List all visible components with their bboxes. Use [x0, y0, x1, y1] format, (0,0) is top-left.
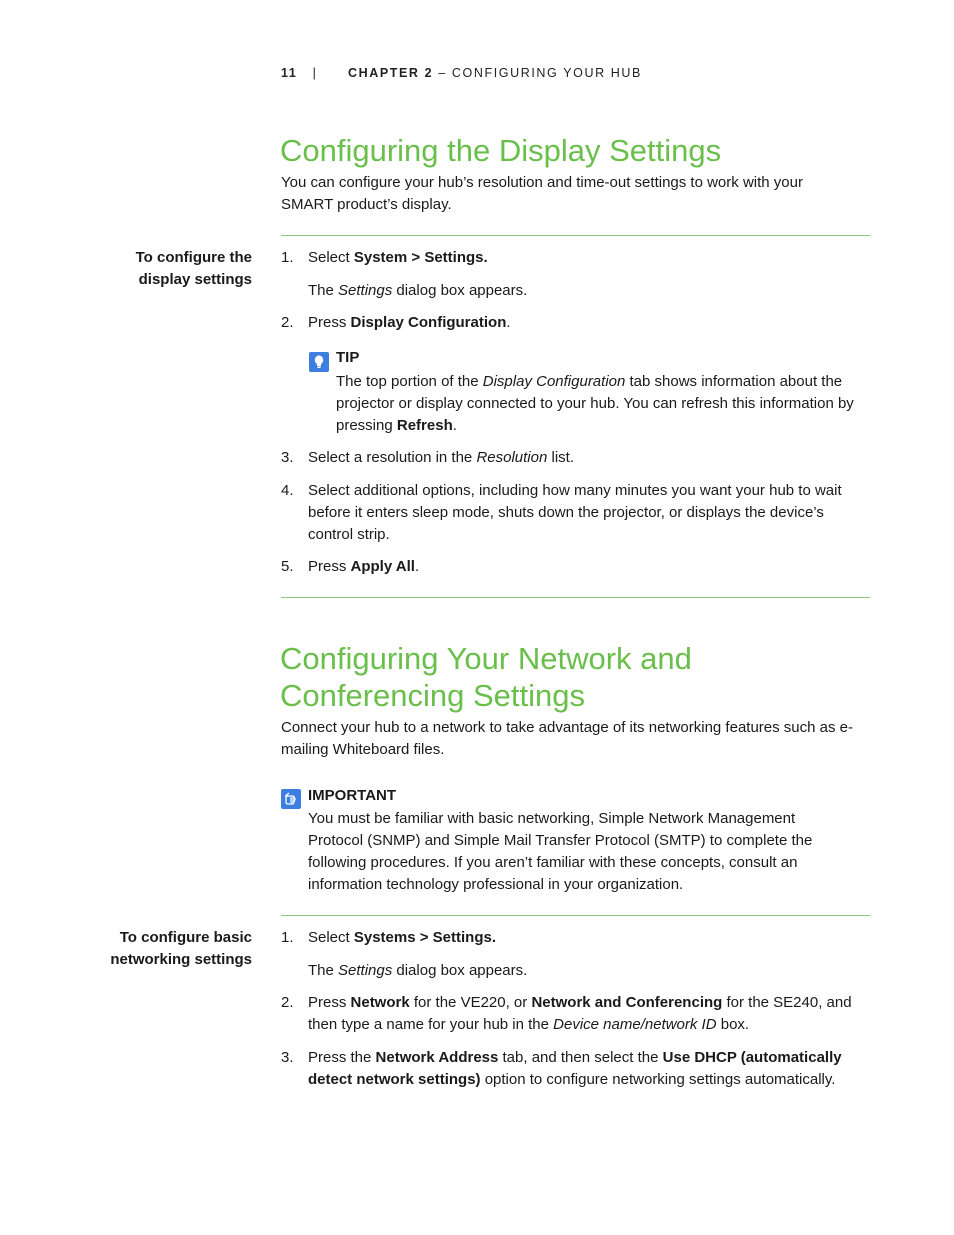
divider [281, 597, 870, 598]
step-text: Press Display Configuration. [308, 314, 511, 331]
lightbulb-icon [309, 352, 329, 372]
header-separator: | [312, 66, 318, 80]
step-text: Select System > Settings. [308, 249, 488, 266]
step-text: Press Apply All. [308, 558, 420, 575]
section-intro-display: You can configure your hub’s resolution and time-out settings to work with your SMART product’s display. [281, 174, 803, 213]
step-text: Select additional options, including how many minutes you want your hub to wait before it enters sleep mode, shuts down the projector, or displays the device’s control strip. [308, 482, 842, 543]
step-text: Select Systems > Settings. [308, 929, 497, 946]
pointing-hand-icon [281, 789, 301, 809]
chapter-label: CHAPTER 2 [347, 66, 434, 80]
important-text: You must be familiar with basic networking, Simple Network Management Protocol (SNMP) and Simple Mail Transfer Protocol (SMTP) to complete the following procedures. If you aren’t familiar with these concepts, consult an information technology professional in your organization. [308, 810, 813, 893]
section-title-display: Configuring the Display Settings [280, 133, 722, 168]
divider [281, 915, 870, 916]
section-title-network: Configuring Your Network and Conferencing Settings [280, 641, 692, 713]
procedure-label-network: To configure basic networking settings [110, 929, 252, 968]
chapter-title: – CONFIGURING YOUR HUB [433, 66, 642, 80]
step-number: 3. [281, 449, 294, 466]
step-text: Select a resolution in the Resolution list. [308, 449, 574, 466]
step-number: 2. [281, 314, 294, 331]
step-result: The Settings dialog box appears. [308, 962, 528, 979]
step-text: Press Network for the VE220, or Network and Conferencing for the SE240, and then type a name for your hub in the Device name/network ID box. [308, 994, 852, 1033]
important-title: IMPORTANT [308, 787, 397, 804]
step-number: 4. [281, 482, 294, 499]
step-text: Press the Network Address tab, and then select the Use DHCP (automatically detect network settings) option to configure networking settings automatically. [308, 1049, 842, 1088]
running-header [281, 66, 642, 80]
page-number: 11 [281, 66, 298, 80]
tip-title: TIP [336, 349, 360, 366]
section-intro-network: Connect your hub to a network to take advantage of its networking features such as e-mailing Whiteboard files. [281, 719, 853, 758]
step-number: 1. [281, 249, 294, 266]
step-number: 5. [281, 558, 294, 575]
procedure-label-display: To configure the display settings [135, 249, 252, 288]
step-number: 2. [281, 994, 294, 1011]
divider [281, 235, 870, 236]
step-number: 3. [281, 1049, 294, 1066]
step-number: 1. [281, 929, 294, 946]
step-result: The Settings dialog box appears. [308, 282, 528, 299]
tip-text: The top portion of the Display Configuration tab shows information about the projector or display connected to your hub. You can refresh this information by pressing Refresh. [336, 373, 854, 434]
